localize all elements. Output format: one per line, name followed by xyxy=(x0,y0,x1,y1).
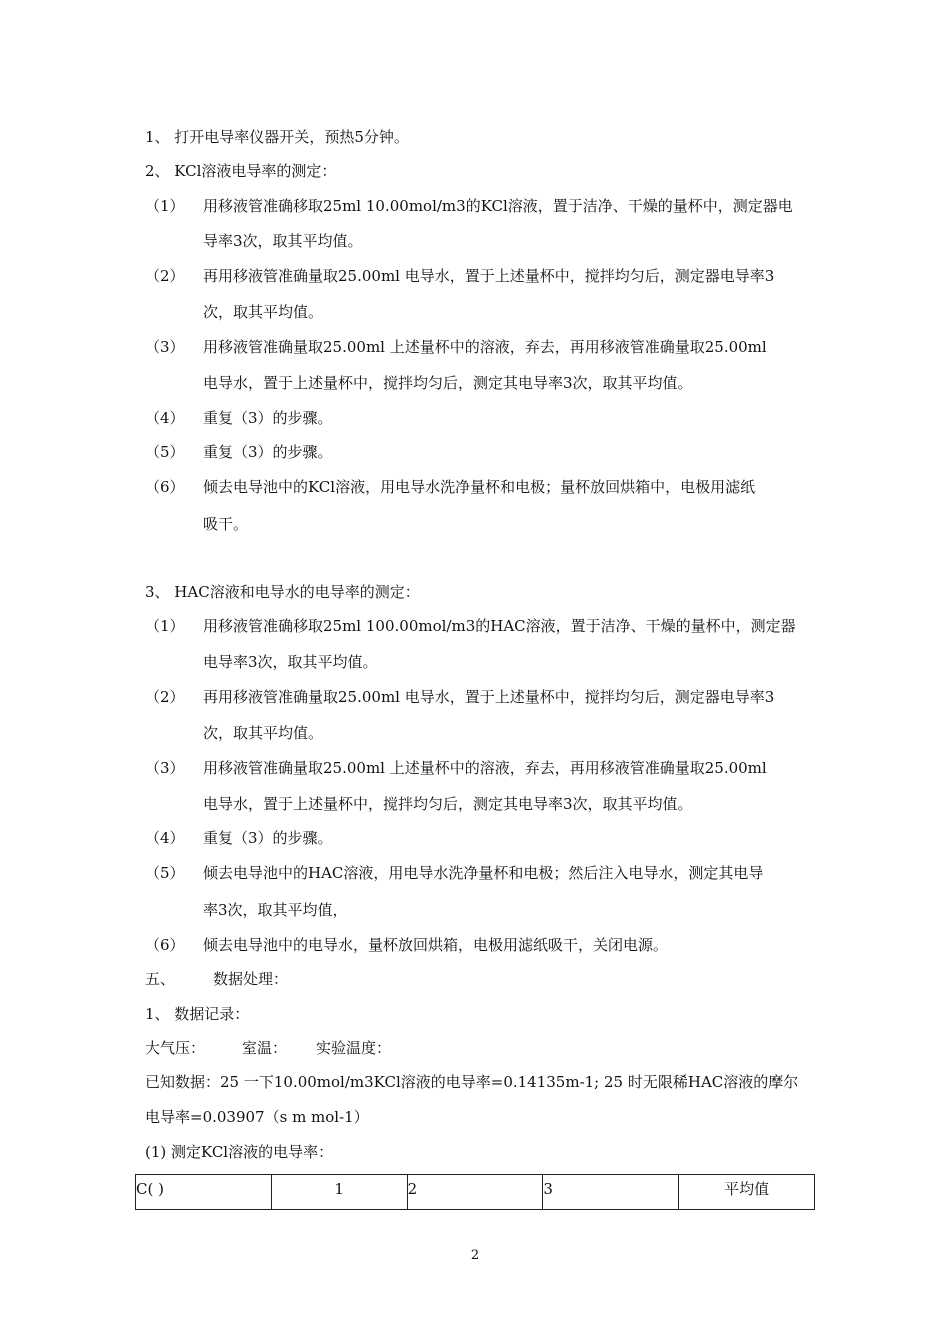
item-number: （2） xyxy=(145,688,185,706)
table-caption: (1) 测定KCl溶液的电导率： xyxy=(145,1143,334,1161)
item-number: （4） xyxy=(145,829,185,847)
item-text: 用移液管准确量取25.00ml 上述量杯中的溶液，弃去，再用移液管准确量取25.00ml xyxy=(203,338,767,356)
table-cell-concentration: C( ) xyxy=(136,1175,272,1210)
item-text: 用移液管准确量取25.00ml 上述量杯中的溶液，弃去，再用移液管准确量取25.00ml xyxy=(203,759,767,777)
table-cell-trial-3: 3 xyxy=(543,1175,679,1210)
item-text: 用移液管准确移取25ml 100.00mol/m3的HAC溶液，置于洁净、干燥的量杯中，测定器 xyxy=(203,617,796,635)
step-1-heading: 1、 打开电导率仪器开关，预热5分钟。 xyxy=(145,128,409,146)
item-text-continued: 电导水，置于上述量杯中，搅拌均匀后，测定其电导率3次，取其平均值。 xyxy=(203,795,693,813)
item-number: （4） xyxy=(145,409,185,427)
section-3-heading: 3、 HAC溶液和电导水的电导率的测定： xyxy=(145,583,420,601)
item-number: （5） xyxy=(145,443,185,461)
item-text-continued: 率3次，取其平均值， xyxy=(203,901,348,919)
item-text-continued: 电导水，置于上述量杯中，搅拌均匀后，测定其电导率3次，取其平均值。 xyxy=(203,374,693,392)
item-number: （1） xyxy=(145,617,185,635)
item-text-continued: 电导率3次，取其平均值。 xyxy=(203,653,378,671)
item-text: 倾去电导池中的电导水，量杯放回烘箱，电极用滤纸吸干，关闭电源。 xyxy=(203,936,669,954)
item-text-continued: 次，取其平均值。 xyxy=(203,724,324,742)
section-5-title: 数据处理： xyxy=(213,970,289,988)
item-text: 重复（3）的步骤。 xyxy=(203,443,333,461)
item-number: （5） xyxy=(145,864,185,882)
item-number: （3） xyxy=(145,338,185,356)
exp-temp-label: 实验温度： xyxy=(316,1039,392,1057)
item-text-continued: 吸干。 xyxy=(203,515,249,533)
item-number: （2） xyxy=(145,267,185,285)
item-text: 倾去电导池中的HAC溶液，用电导水洗净量杯和电极；然后注入电导水，测定其电导 xyxy=(203,864,764,882)
item-text: 再用移液管准确量取25.00ml 电导水，置于上述量杯中，搅拌均匀后，测定器电导率3 xyxy=(203,688,775,706)
item-text-continued: 次，取其平均值。 xyxy=(203,303,324,321)
table-cell-trial-1: 1 xyxy=(271,1175,407,1210)
room-temp-label: 室温： xyxy=(242,1039,288,1057)
item-text: 用移液管准确移取25ml 10.00mol/m3的KCl溶液，置于洁净、干燥的量杯中，测定器电 xyxy=(203,197,793,215)
item-number: （6） xyxy=(145,936,185,954)
section-5-number: 五、 xyxy=(145,970,176,988)
data-record-heading: 1、 数据记录： xyxy=(145,1005,250,1023)
table-header-row xyxy=(136,1175,815,1210)
kcl-conductivity-table xyxy=(135,1174,815,1210)
pressure-label: 大气压： xyxy=(145,1039,206,1057)
item-number: （3） xyxy=(145,759,185,777)
section-2-heading: 2、 KCl溶液电导率的测定： xyxy=(145,162,337,180)
item-text: 倾去电导池中的KCl溶液，用电导水洗净量杯和电极；量杯放回烘箱中，电极用滤纸 xyxy=(203,478,756,496)
table-cell-trial-2: 2 xyxy=(407,1175,543,1210)
item-text-continued: 导率3次，取其平均值。 xyxy=(203,232,363,250)
item-text: 重复（3）的步骤。 xyxy=(203,829,333,847)
known-data-line-continued: 电导率=0.03907（s m mol-1） xyxy=(145,1108,369,1126)
item-number: （6） xyxy=(145,478,185,496)
item-number: （1） xyxy=(145,197,185,215)
known-data-line: 已知数据：25 一下10.00mol/m3KCl溶液的电导率=0.14135m-1; 25 时无限稀HAC溶液的摩尔 xyxy=(145,1073,799,1091)
item-text: 重复（3）的步骤。 xyxy=(203,409,333,427)
item-text: 再用移液管准确量取25.00ml 电导水，置于上述量杯中，搅拌均匀后，测定器电导率3 xyxy=(203,267,775,285)
page-number: 2 xyxy=(470,1248,480,1263)
table-cell-average: 平均值 xyxy=(679,1175,815,1210)
